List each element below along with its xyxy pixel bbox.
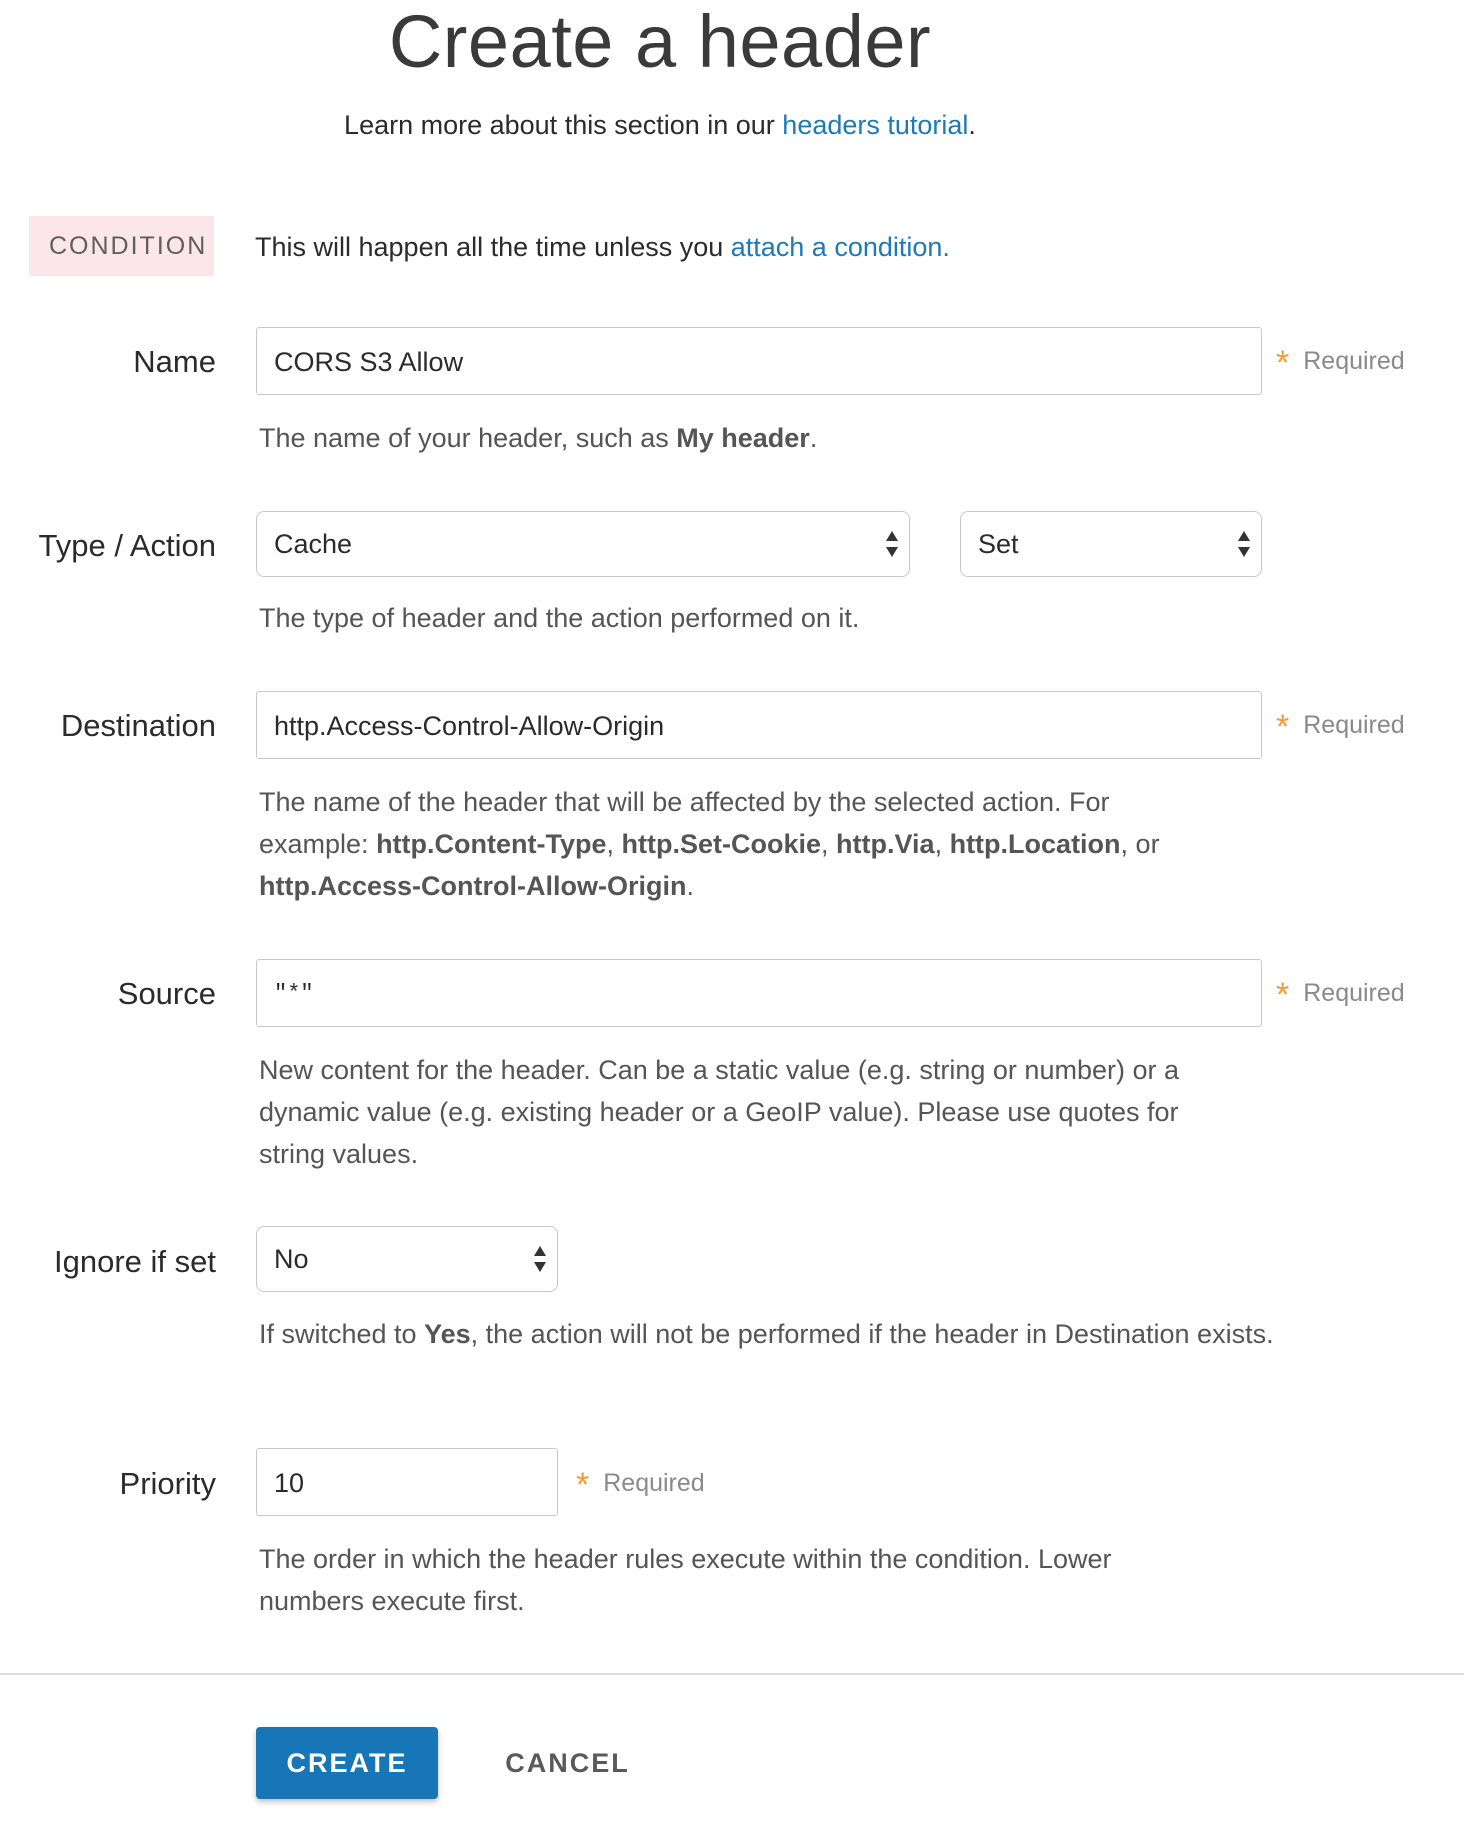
type-action-help: The type of header and the action performed on it. [259, 603, 860, 633]
destination-help-suffix: . [686, 871, 695, 901]
select-arrows-icon [885, 529, 899, 559]
required-star-icon: * [576, 1466, 590, 1504]
source-input[interactable]: "*" [256, 959, 1262, 1027]
example-separator: , [821, 829, 837, 859]
intro-suffix: . [968, 110, 976, 140]
footer-divider [0, 1673, 1464, 1675]
type-action-label: Type / Action [38, 528, 216, 563]
required-text: Required [1303, 711, 1405, 739]
ignore-help-yes: Yes [424, 1319, 471, 1349]
destination-example: http.Location [949, 829, 1121, 859]
required-star-icon: * [1276, 708, 1290, 746]
name-required [1276, 344, 1405, 380]
example-separator: , or [1120, 829, 1160, 859]
type-select[interactable] [256, 511, 910, 577]
headers-tutorial-link[interactable]: headers tutorial [782, 110, 969, 140]
source-help: New content for the header. Can be a static value (e.g. string or number) or a dynamic value (e.g. existing header or a GeoIP value). Please use quotes for string values. [259, 1055, 1179, 1169]
ignore-if-set-value: No [274, 1244, 309, 1274]
destination-help-prefix: The name of the header that will be affected by the selected action. For example: [259, 787, 1110, 859]
cancel-button[interactable]: CANCEL [490, 1727, 645, 1799]
name-help-prefix: The name of your header, such as [259, 423, 677, 453]
example-separator: , [606, 829, 622, 859]
name-input[interactable]: CORS S3 Allow [256, 327, 1262, 395]
create-button[interactable]: CREATE [256, 1727, 438, 1799]
ignore-if-set-help [259, 1313, 1279, 1355]
name-help-suffix: . [809, 423, 818, 453]
priority-help: The order in which the header rules execute within the condition. Lower numbers execute first. [259, 1544, 1112, 1616]
action-select-value: Set [978, 529, 1019, 559]
condition-description [255, 230, 950, 264]
required-text: Required [603, 1469, 705, 1497]
example-separator: , [934, 829, 950, 859]
destination-help [259, 781, 1219, 907]
intro-text [0, 107, 1320, 143]
select-arrows-icon [533, 1244, 547, 1274]
priority-required [576, 1466, 705, 1502]
source-required [1276, 976, 1405, 1012]
destination-example: http.Set-Cookie [621, 829, 822, 859]
name-help-example: My header [676, 423, 810, 453]
select-arrows-icon [1237, 529, 1251, 559]
destination-example: http.Access-Control-Allow-Origin [259, 871, 687, 901]
condition-text-prefix: This will happen all the time unless you [255, 232, 731, 262]
destination-required [1276, 708, 1405, 744]
ignore-if-set-label: Ignore if set [54, 1244, 216, 1279]
action-select[interactable] [960, 511, 1262, 577]
type-select-value: Cache [274, 529, 353, 559]
condition-tag-label: CONDITION [49, 232, 208, 260]
source-label: Source [117, 976, 216, 1011]
priority-input[interactable]: 10 [256, 1448, 558, 1516]
destination-input[interactable]: http.Access-Control-Allow-Origin [256, 691, 1262, 759]
destination-example: http.Content-Type [376, 829, 607, 859]
required-star-icon: * [1276, 976, 1290, 1014]
required-star-icon: * [1276, 344, 1290, 382]
name-label: Name [133, 344, 216, 379]
page-title: Create a header [388, 0, 932, 83]
destination-label: Destination [60, 708, 216, 743]
ignore-help-prefix: If switched to [259, 1319, 425, 1349]
priority-label: Priority [119, 1466, 216, 1501]
required-text: Required [1303, 347, 1405, 375]
destination-example: http.Via [836, 829, 935, 859]
ignore-help-suffix: , the action will not be performed if the header in Destination exists. [470, 1319, 1274, 1349]
attach-condition-link[interactable]: attach a condition. [730, 232, 950, 262]
required-text: Required [1303, 979, 1405, 1007]
name-help [259, 417, 1259, 459]
intro-prefix: Learn more about this section in our [344, 110, 783, 140]
ignore-if-set-select[interactable] [256, 1226, 558, 1292]
